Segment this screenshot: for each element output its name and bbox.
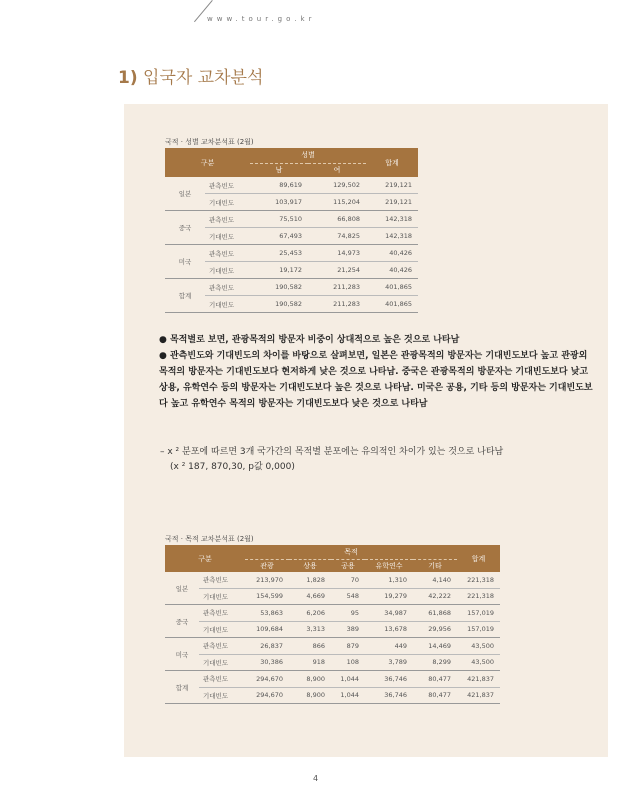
table-row <box>165 177 418 194</box>
nationality-gender-table <box>165 148 418 313</box>
row-label: 관측빈도 <box>205 245 250 262</box>
table-cell: 401,865 <box>366 296 418 313</box>
table-cell: 1,828 <box>289 572 331 588</box>
header-group: 목적 <box>245 545 457 559</box>
table-cell: 213,970 <box>245 572 289 588</box>
row-label: 기대빈도 <box>205 194 250 211</box>
header-col: 공용 <box>331 559 365 572</box>
table-cell: 19,172 <box>250 262 308 279</box>
table-cell: 219,121 <box>366 194 418 211</box>
header-group: 성별 <box>250 148 366 163</box>
table-cell: 157,019 <box>457 621 500 638</box>
table-row <box>165 621 500 638</box>
table-row <box>165 211 418 228</box>
header-url: www.tour.go.kr <box>207 15 316 23</box>
table-cell: 1,044 <box>331 687 365 704</box>
table-cell: 219,121 <box>366 177 418 194</box>
table-row <box>165 638 500 655</box>
table-cell: 129,502 <box>308 177 366 194</box>
table-cell: 40,426 <box>366 262 418 279</box>
row-label: 기대빈도 <box>199 621 245 638</box>
row-label: 관측빈도 <box>205 279 250 296</box>
table-cell: 19,279 <box>365 588 413 605</box>
row-label: 관측빈도 <box>199 605 245 622</box>
header-col: 관광 <box>245 559 289 572</box>
table-cell: 548 <box>331 588 365 605</box>
table-row <box>165 245 418 262</box>
table-cell: 13,678 <box>365 621 413 638</box>
row-group-label: 중국 <box>165 211 205 245</box>
header-col: 남 <box>250 163 308 177</box>
table-row <box>165 654 500 671</box>
table-cell: 61,868 <box>413 605 457 622</box>
bullet-item: ● 관측빈도와 기대빈도의 차이를 바탕으로 살펴보면, 일본은 관광목적의 방문자는 기대빈도보다 높고 관광외 목적의 방문자는 기대빈도보다 현저하게 낮은 것으로 나타남. 중국은 관광목적의 방문자는 기대빈도보다 낮고 상용, 유학연수 등의 방문자는 기대빈도보다 높은 것으로 나타남. 미국은 공용, 기타 등의 방문자는 기대빈도보다 높고 유학연수 목적의 방문자는 기대빈도보다 낮은 것으로 나타남 <box>159 351 593 409</box>
table-row <box>165 279 418 296</box>
row-label: 관측빈도 <box>205 177 250 194</box>
header-total: 합계 <box>457 545 500 572</box>
table-cell: 221,318 <box>457 572 500 588</box>
table-cell: 294,670 <box>245 687 289 704</box>
table-cell: 6,206 <box>289 605 331 622</box>
table-cell: 4,140 <box>413 572 457 588</box>
row-label: 기대빈도 <box>205 228 250 245</box>
header-col: 상용 <box>289 559 331 572</box>
row-group-label: 미국 <box>165 245 205 279</box>
table-row <box>165 572 500 588</box>
table-cell: 26,837 <box>245 638 289 655</box>
row-label: 기대빈도 <box>205 262 250 279</box>
table-cell: 14,973 <box>308 245 366 262</box>
table-cell: 29,956 <box>413 621 457 638</box>
table-cell: 66,808 <box>308 211 366 228</box>
table-cell: 211,283 <box>308 296 366 313</box>
table-cell: 1,310 <box>365 572 413 588</box>
table-cell: 53,863 <box>245 605 289 622</box>
row-label: 관측빈도 <box>199 638 245 655</box>
header-total: 합계 <box>366 148 418 177</box>
header-category: 구분 <box>165 545 245 572</box>
table-cell: 190,582 <box>250 279 308 296</box>
table-cell: 21,254 <box>308 262 366 279</box>
table-cell: 103,917 <box>250 194 308 211</box>
section-number: 1) <box>118 68 138 88</box>
table-cell: 95 <box>331 605 365 622</box>
table-cell: 1,044 <box>331 671 365 688</box>
table-cell: 866 <box>289 638 331 655</box>
table-cell: 75,510 <box>250 211 308 228</box>
table-row <box>165 605 500 622</box>
table-cell: 449 <box>365 638 413 655</box>
row-label: 기대빈도 <box>199 687 245 704</box>
table-cell: 421,837 <box>457 671 500 688</box>
table-row <box>165 588 500 605</box>
table-cell: 36,746 <box>365 687 413 704</box>
table-cell: 421,837 <box>457 687 500 704</box>
table-cell: 34,987 <box>365 605 413 622</box>
table-cell: 157,019 <box>457 605 500 622</box>
table-cell: 80,477 <box>413 671 457 688</box>
table-cell: 36,746 <box>365 671 413 688</box>
table-cell: 108 <box>331 654 365 671</box>
table-cell: 401,865 <box>366 279 418 296</box>
section-title-text: 입국자 교차분석 <box>143 68 264 88</box>
row-label: 기대빈도 <box>199 588 245 605</box>
bullet-item: ● 목적별로 보면, 관광목적의 방문자 비중이 상대적으로 높은 것으로 나타남 <box>159 335 460 345</box>
table-cell: 221,318 <box>457 588 500 605</box>
table-cell: 294,670 <box>245 671 289 688</box>
table-row <box>165 687 500 704</box>
table-cell: 74,825 <box>308 228 366 245</box>
table-cell: 42,222 <box>413 588 457 605</box>
row-group-label: 미국 <box>165 638 199 671</box>
table-cell: 80,477 <box>413 687 457 704</box>
table-cell: 142,318 <box>366 228 418 245</box>
table-cell: 3,789 <box>365 654 413 671</box>
table-cell: 30,386 <box>245 654 289 671</box>
table-cell: 3,313 <box>289 621 331 638</box>
row-group-label: 중국 <box>165 605 199 638</box>
findings-bullets <box>159 332 599 412</box>
table-cell: 190,582 <box>250 296 308 313</box>
note-line: (x ² 187, 870,30, p값 0,000) <box>170 462 295 472</box>
section-title <box>118 63 263 88</box>
table-cell: 142,318 <box>366 211 418 228</box>
table-cell: 43,500 <box>457 654 500 671</box>
table-cell: 14,469 <box>413 638 457 655</box>
table-cell: 25,453 <box>250 245 308 262</box>
table-cell: 43,500 <box>457 638 500 655</box>
header-col: 유학연수 <box>365 559 413 572</box>
header-category: 구분 <box>165 148 250 177</box>
row-label: 관측빈도 <box>205 211 250 228</box>
table-row <box>165 671 500 688</box>
row-group-label: 일본 <box>165 572 199 605</box>
table-cell: 4,669 <box>289 588 331 605</box>
table-cell: 109,684 <box>245 621 289 638</box>
table-cell: 8,900 <box>289 671 331 688</box>
table-cell: 40,426 <box>366 245 418 262</box>
table-cell: 70 <box>331 572 365 588</box>
chi-square-note <box>160 445 503 475</box>
table-cell: 154,599 <box>245 588 289 605</box>
note-line: – x ² 분포에 따르면 3개 국가간의 목적별 분포에는 유의적인 차이가 있는 것으로 나타남 <box>160 447 504 457</box>
row-label: 기대빈도 <box>199 654 245 671</box>
table-cell: 211,283 <box>308 279 366 296</box>
page-number: 4 <box>313 774 319 783</box>
table1-caption: 국적 · 성별 교차분석표 (2월) <box>165 138 254 146</box>
table-cell: 879 <box>331 638 365 655</box>
row-group-label: 합계 <box>165 279 205 313</box>
table-cell: 8,900 <box>289 687 331 704</box>
table-cell: 918 <box>289 654 331 671</box>
row-label: 관측빈도 <box>199 572 245 588</box>
row-group-label: 일본 <box>165 177 205 211</box>
table2-caption: 국적 · 목적 교차분석표 (2월) <box>165 535 254 543</box>
header-col: 여 <box>308 163 366 177</box>
table-cell: 8,299 <box>413 654 457 671</box>
header-col: 기타 <box>413 559 457 572</box>
table-cell: 389 <box>331 621 365 638</box>
table-cell: 115,204 <box>308 194 366 211</box>
table-cell: 67,493 <box>250 228 308 245</box>
row-label: 기대빈도 <box>205 296 250 313</box>
table-cell: 89,619 <box>250 177 308 194</box>
row-label: 관측빈도 <box>199 671 245 688</box>
nationality-purpose-table <box>165 545 500 704</box>
row-group-label: 합계 <box>165 671 199 704</box>
